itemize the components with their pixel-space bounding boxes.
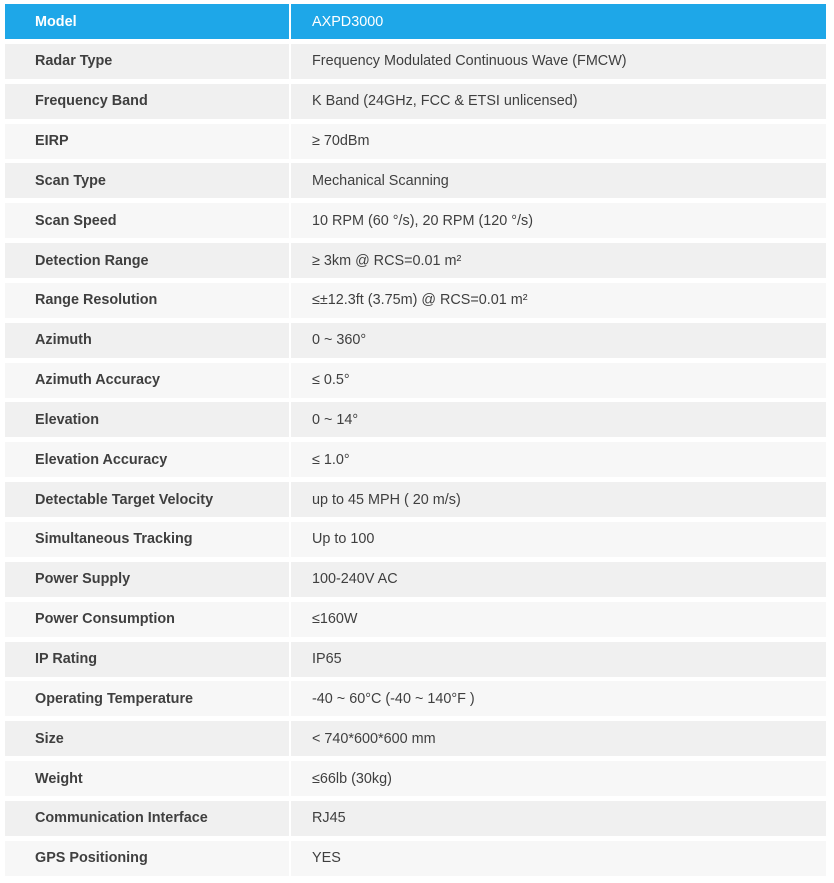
spec-value: < 740*600*600 mm <box>291 721 826 756</box>
model-label: Model <box>5 4 291 39</box>
spec-label: Power Supply <box>5 562 291 597</box>
spec-value: 100-240V AC <box>291 562 826 597</box>
spec-label: GPS Positioning <box>5 841 291 876</box>
table-row <box>5 363 826 398</box>
spec-value: ≥ 3km @ RCS=0.01 m² <box>291 243 826 278</box>
spec-label: Operating Temperature <box>5 681 291 716</box>
spec-label: IP Rating <box>5 642 291 677</box>
spec-label: Scan Speed <box>5 203 291 238</box>
spec-value: K Band (24GHz, FCC & ETSI unlicensed) <box>291 84 826 119</box>
spec-label: Azimuth <box>5 323 291 358</box>
table-row <box>5 841 826 876</box>
spec-table <box>5 4 826 881</box>
table-row <box>5 44 826 79</box>
model-value: AXPD3000 <box>291 4 826 39</box>
table-row <box>5 602 826 637</box>
spec-value: ≤66lb (30kg) <box>291 761 826 796</box>
spec-value: ≤±12.3ft (3.75m) @ RCS=0.01 m² <box>291 283 826 318</box>
spec-value: ≤ 1.0° <box>291 442 826 477</box>
table-row <box>5 283 826 318</box>
spec-value: 10 RPM (60 °/s), 20 RPM (120 °/s) <box>291 203 826 238</box>
spec-label: Azimuth Accuracy <box>5 363 291 398</box>
table-row <box>5 442 826 477</box>
spec-value: ≥ 70dBm <box>291 124 826 159</box>
table-row <box>5 243 826 278</box>
table-row <box>5 203 826 238</box>
table-row <box>5 642 826 677</box>
table-row <box>5 323 826 358</box>
spec-label: Power Consumption <box>5 602 291 637</box>
spec-value: up to 45 MPH ( 20 m/s) <box>291 482 826 517</box>
table-row <box>5 562 826 597</box>
table-row <box>5 522 826 557</box>
spec-label: Range Resolution <box>5 283 291 318</box>
table-row <box>5 163 826 198</box>
spec-label: Weight <box>5 761 291 796</box>
spec-label: Simultaneous Tracking <box>5 522 291 557</box>
spec-value: 0 ~ 360° <box>291 323 826 358</box>
table-row <box>5 721 826 756</box>
spec-value: RJ45 <box>291 801 826 836</box>
spec-label: Communication Interface <box>5 801 291 836</box>
spec-value: Frequency Modulated Continuous Wave (FMCW) <box>291 44 826 79</box>
table-row <box>5 402 826 437</box>
spec-label: Frequency Band <box>5 84 291 119</box>
spec-value: Mechanical Scanning <box>291 163 826 198</box>
spec-label: Scan Type <box>5 163 291 198</box>
spec-value: Up to 100 <box>291 522 826 557</box>
table-row <box>5 681 826 716</box>
table-row <box>5 761 826 796</box>
table-row <box>5 124 826 159</box>
spec-label: Detectable Target Velocity <box>5 482 291 517</box>
spec-label: Elevation Accuracy <box>5 442 291 477</box>
spec-value: YES <box>291 841 826 876</box>
table-header-row <box>5 4 826 39</box>
spec-label: Detection Range <box>5 243 291 278</box>
table-row <box>5 482 826 517</box>
spec-value: IP65 <box>291 642 826 677</box>
table-row <box>5 801 826 836</box>
spec-label: Elevation <box>5 402 291 437</box>
spec-label: Size <box>5 721 291 756</box>
spec-label: Radar Type <box>5 44 291 79</box>
spec-label: EIRP <box>5 124 291 159</box>
table-row <box>5 84 826 119</box>
spec-value: -40 ~ 60°C (-40 ~ 140°F ) <box>291 681 826 716</box>
spec-value: 0 ~ 14° <box>291 402 826 437</box>
spec-value: ≤ 0.5° <box>291 363 826 398</box>
spec-value: ≤160W <box>291 602 826 637</box>
